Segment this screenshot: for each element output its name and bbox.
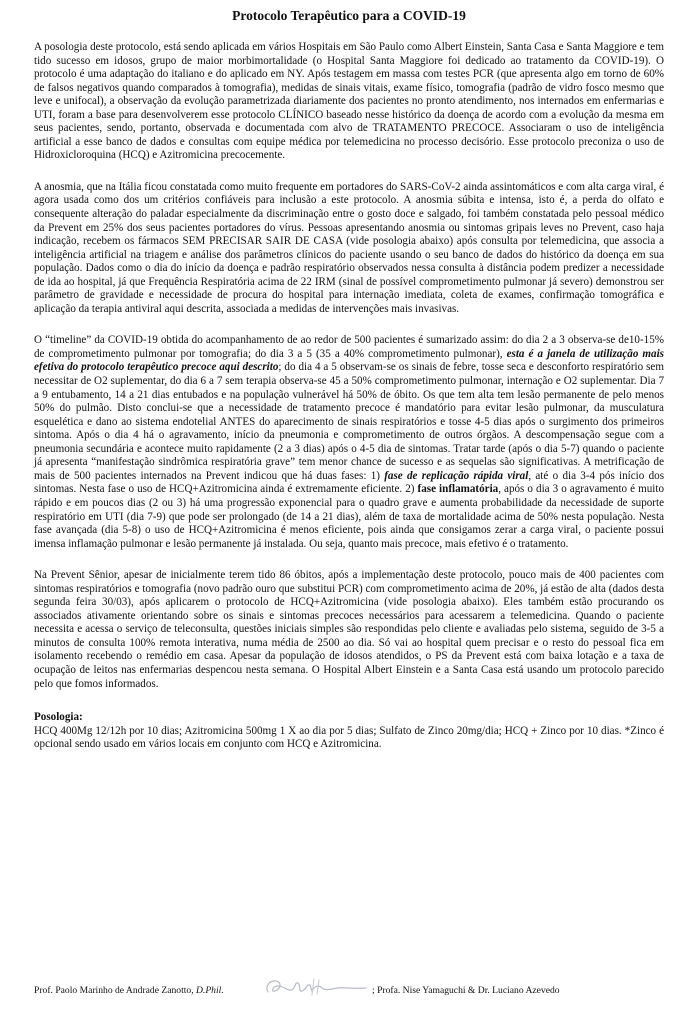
signature-image xyxy=(262,975,377,1001)
paragraph-timeline xyxy=(34,334,664,551)
document-title: Protocolo Terapêutico para a COVID-19 xyxy=(232,8,466,23)
timeline-text-b: ; do dia 4 a 5 observam-se os sinais de febre, tosse seca e desconforto respiratório sem necessitar de O2 suplementar, do dia 6 a 7 sem terapia observa-se 45 a 50% comprometimento pulmonar, internação e O2 suplementar. Dia 7 a 9 entubamento, 14 a 21 dias entubados e na população vulnerável há 50% de óbito. Os que tem alta tem lesão permanente de pelo menos 50% do pulmão. Disto conclui-se que a necessidade de tratamento precoce é mandatório para evitar lesão pulmonar, da musculatura esquelética e dano ao sistema endotelial ANTES do aparecimento de sinais respiratórios e tosse 4-5 dias após o surgimento dos primeiros sintoma. Após o dia 4 há o agravamento, início da pneumonia e comprometimento de outros órgãos. A descompensação segue com a pneumonia secundária e acontece muito rapidamente (2 a 3 dias) após o 4-5 dia de sintomas. Tratar tarde (após o dia 5-7) quando o paciente já apresenta “manifestação sindrômica respiratória grave” tem menor chance de sucesso e as sequelas são significativas. A metrificação de mais de 500 pacientes internados na Prevent indicou que há duas fases: 1) xyxy=(34,361,664,482)
timeline-emphasis-window: esta é a janela de utilização mais efetiva do protocolo terapêutico precoce aqui descrito xyxy=(34,347,664,374)
timeline-text-c: , até o dia 3-4 pós início dos sintomas. Nesta fase o uso de HCQ+Azitromicina ainda é extremamente eficiente. 2) xyxy=(34,469,665,496)
footer-author-left xyxy=(34,985,224,997)
paragraph-prevent-senior: Na Prevent Sênior, apesar de inicialmente terem tido 86 óbitos, após a implementação deste protocolo, pouco mais de 400 pacientes com sintomas respiratórios e tomografia (novo padrão ouro que substitui PCR) com comprometimento acima de 20%, já estão de alta (dados desta segunda feira 30/03), após aplicarem o protocolo de HCQ+Azitromicina (vide posologia abaixo). Eles também estão procurando os associados ativamente orientando sobre os sinais e sintomas precoces necessários para acessarem a telemedicina. Quando o paciente necessita e acessa o serviço de teleconsulta, questões iniciais simples são respondidas pelo cliente e avaliadas pelo sistema, seguido de 3-5 a minutos de consulta 100% remota interativa, numa média de 2500 ao dia. Só vai ao hospital quem precisar e o resto do pessoal fica em isolamento recebendo o remédio em casa. Apesar da população de idosos atendidos, o PS da Prevent está com baixa lotação e a taxa de ocupação de leitos nas enfermarias despencou nesta semana. O Hospital Albert Einstein e a Santa Casa está usando um protocolo parecido pelo que fomos informados. xyxy=(34,569,664,690)
paragraph-anosmia: A anosmia, que na Itália ficou constatada como muito frequente em portadores do SARS-CoV-2 ainda assintomáticos e com alta carga viral, é agora usada como dos um critérios confiáveis para inclusão a este protocolo. A anosmia súbita e intensa, isto é, a perda do olfato e consequente alteração do paladar especialmente da discriminação entre o gosto doce e salgado, foi também constatada pelo pessoal médico da Prevent em 25% dos seus pacientes portadores do vírus. Pessoas apresentando anosmia ou sintomas gripais leves no Prevent, caso haja indicação, recebem os fármacos SEM PRECISAR SAIR DE CASA (vide posologia abaixo) após consulta por telemedicina, que associa a inteligência artificial na triagem e análise dos parâmetros clínicos do paciente usando o seu banco de dados do histórico da doença em sua população. Dados como o dia do início da doença e padrão respiratório observados nessa consulta à distância podem predizer a necessidade de ida ao hospital, já que Frequência Respiratória acima de 22 IRM (sinal de possível comprometimento pulmonar já severo) demonstrou ser parâmetro de gravidade e necessidade de procura do hospital para internação imediata, coleta de exames, confirmação tomográfica e aplicação da terapia antiviral aqui descrita, associada a medidas de intervenções mais invasivas. xyxy=(34,180,665,315)
footer-author-degree: D.Phil. xyxy=(196,985,224,996)
timeline-emphasis-viral-phase: fase de replicação rápida viral xyxy=(384,469,529,482)
posologia-heading: Posologia: xyxy=(34,711,83,724)
timeline-emphasis-inflammatory-phase: fase inflamatória xyxy=(417,483,499,496)
timeline-text-a: O “timeline” da COVID-19 obtida do acompanhamento de ao redor de 500 pacientes é sumarizado assim: do dia 2 a 3 observa-se de10-15% de comprometimento pulmonar por tomografia; do dia 3 a 5 (35 a 40% comprometimento pulmonar), xyxy=(34,334,664,360)
timeline-text-d: , após o dia 3 o agravamento é muito rápido e em poucos dias (2 ou 3) há uma progressão exponencial para o quadro grave e aumenta probabilidade da necessidade de suporte respiratório em UTI (dia 7-9) que pode ser prolongado (de 14 a 21 dias), além de taxa de mortalidade acima de 50% nesta população. Nesta fase avançada (dia 5-8) o uso de HCQ+Azitromicina é menos eficiente, pois ainda que consigamos zerar a carga viral, o paciente possui imensa inflamação pulmonar e lesão permanente já instalada. Ou seja, quanto mais precoce, mais efetivo é o tratamento. xyxy=(34,483,664,550)
footer-author-right: ; Profa. Nise Yamaguchi & Dr. Luciano Azevedo xyxy=(372,985,560,996)
posologia-text: HCQ 400Mg 12/12h por 10 dias; Azitromicina 500mg 1 X ao dia por 5 dias; Sulfato de Zinco 20mg/dia; HCQ + Zinco por 10 dias. *Zinco é opcional sendo usado em vários locais em conjunto com HCQ e Azitromicina. xyxy=(34,724,664,751)
footer-author-name: Prof. Paolo Marinho de Andrade Zanotto, xyxy=(34,985,196,996)
paragraph-protocol-overview: A posologia deste protocolo, está sendo aplicada em vários Hospitais em São Paulo como Albert Einstein, Santa Casa e Santa Maggiore e tem tido sucesso em idosos, grupo de maior morbimortalidade (o Hospital Santa Maggiore foi dedicado ao tratamento da COVID-19). O protocolo é uma adaptação do italiano e do aplicado em NY. Após testagem em massa com testes PCR (que apresenta algo em torno de 60% de falsos negativos quando comparados à tomografia), medidas de sinais vitais, exame físico, tomografia (padrão de vidro fosco mesmo que leve e unifocal), a observação da evolução parametrizada diariamente dos pacientes no pronto atendimento, nos internados em enfermarias e UTI, foram a base para desenvolverem esse protocolo CLÍNICO baseado nesse histórico da doença de acordo com a evolução da mesma em seus pacientes, sendo, portanto, observada e documentada com alvo de TRATAMENTO PRECOCE. Associaram o uso de inteligência artificial a esse banco de dados e consultas com equipe médica por telemedicina no processo decisório. Esse protocolo preconiza o uso de Hidroxicloroquina (HCQ) e Azitromicina precocemente. xyxy=(34,41,664,162)
